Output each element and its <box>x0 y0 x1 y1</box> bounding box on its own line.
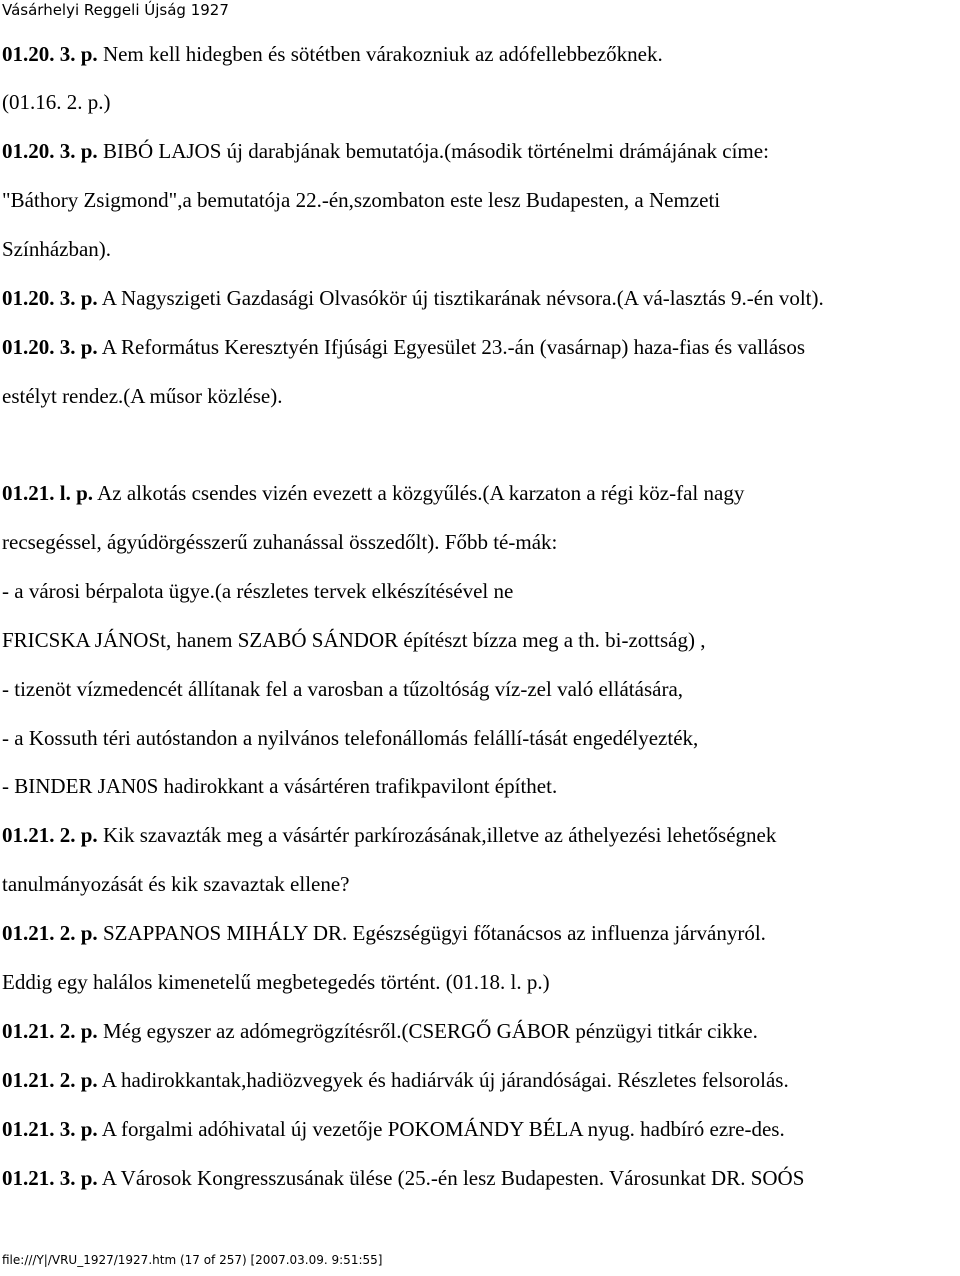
entry-date: 01.21. 3. p. <box>2 1117 98 1141</box>
entry-text: - a városi bérpalota ügye.(a részletes tervek elkészítésével ne <box>2 579 514 603</box>
entry-text: SZAPPANOS MIHÁLY DR. Egészségügyi főtanácsos az influenza járványról. <box>97 921 766 945</box>
page-header-title: Vásárhelyi Reggeli Újság 1927 <box>2 1 229 19</box>
entry-text: (01.16. 2. p.) <box>2 90 111 114</box>
entry-line <box>2 725 698 751</box>
entry-text: tanulmányozását és kik szavaztak ellene? <box>2 872 350 896</box>
entry-text: - BINDER JAN0S hadirokkant a vásártéren trafikpavilont építhet. <box>2 774 558 798</box>
entry-text: Nem kell hidegben és sötétben várakozniuk az adófellebbezőknek. <box>97 42 663 66</box>
entry-line <box>2 236 111 262</box>
entry-text: A forgalmi adóhivatal új vezetője POKOMÁNDY BÉLA nyug. hadbíró ezre-des. <box>97 1117 785 1141</box>
entry-date: 01.21. 3. p. <box>2 1166 98 1190</box>
entry-line <box>2 969 550 995</box>
entry-line <box>2 529 557 555</box>
entry-line <box>2 1116 785 1142</box>
entry-text: FRICSKA JÁNOSt, hanem SZABÓ SÁNDOR építészt bízza meg a th. bi-zottság) , <box>2 628 706 652</box>
entry-text: Eddig egy halálos kimenetelű megbetegedés történt. (01.18. l. p.) <box>2 970 550 994</box>
entry-text: - tizenöt vízmedencét állítanak fel a varosban a tűzoltóság víz-zel való ellátására, <box>2 677 684 701</box>
entry-line <box>2 334 805 360</box>
entry-line <box>2 920 766 946</box>
entry-text: recsegéssel, ágyúdörgésszerű zuhanással összedőlt). Főbb té-mák: <box>2 530 558 554</box>
entry-date: 01.20. 3. p. <box>2 139 98 163</box>
entry-line <box>2 1165 804 1191</box>
entry-text: A Városok Kongresszusának ülése (25.-én lesz Budapesten. Városunkat DR. SOÓS <box>97 1166 805 1190</box>
entry-line <box>2 89 111 115</box>
entry-date: 01.21. l. p. <box>2 481 94 505</box>
entry-line <box>2 676 683 702</box>
entry-text: A hadirokkantak,hadiözvegyek és hadiárvák új járandóságai. Részletes felsorolás. <box>97 1068 789 1092</box>
entry-text: Az alkotás csendes vizén evezett a közgyűlés.(A karzaton a régi köz-fal nagy <box>93 481 745 505</box>
entry-text: Színházban). <box>2 237 112 261</box>
entry-text: BIBÓ LAJOS új darabjának bemutatója.(második történelmi drámájának címe: <box>97 139 769 163</box>
entry-line <box>2 1067 789 1093</box>
entry-date: 01.21. 2. p. <box>2 823 98 847</box>
entry-line <box>2 383 283 409</box>
entry-date: 01.21. 2. p. <box>2 1068 98 1092</box>
entry-date: 01.20. 3. p. <box>2 335 98 359</box>
entry-date: 01.20. 3. p. <box>2 42 98 66</box>
entry-text: - a Kossuth téri autóstandon a nyilvános telefonállomás felállí-tását engedélyezték, <box>2 726 699 750</box>
entry-line <box>2 187 720 213</box>
entry-line <box>2 871 350 897</box>
entry-line <box>2 138 769 164</box>
entry-text: "Báthory Zsigmond",a bemutatója 22.-én,szombaton este lesz Budapesten, a Nemzeti <box>2 188 721 212</box>
entry-line <box>2 627 705 653</box>
entry-line <box>2 285 824 311</box>
entry-text: A Református Keresztyén Ifjúsági Egyesület 23.-án (vasárnap) haza-fias és vallásos <box>97 335 806 359</box>
entry-line <box>2 578 513 604</box>
entry-date: 01.20. 3. p. <box>2 286 98 310</box>
entry-text: A Nagyszigeti Gazdasági Olvasókör új tisztikarának névsora.(A vá-lasztás 9.-én volt). <box>97 286 824 310</box>
entry-date: 01.21. 2. p. <box>2 1019 98 1043</box>
entry-line <box>2 773 557 799</box>
entry-line <box>2 822 776 848</box>
entry-date: 01.21. 2. p. <box>2 921 98 945</box>
entry-line <box>2 41 663 67</box>
entry-line <box>2 1018 758 1044</box>
entry-text: Kik szavazták meg a vásártér parkírozásának,illetve az áthelyezési lehetőségnek <box>97 823 777 847</box>
entry-text: Még egyszer az adómegrögzítésről.(CSERGŐ GÁBOR pénzügyi titkár cikke. <box>97 1019 758 1043</box>
entry-line <box>2 480 744 506</box>
entry-text: estélyt rendez.(A műsor közlése). <box>2 384 283 408</box>
page-footer-path: file:///Y|/VRU_1927/1927.htm (17 of 257) [2007.03.09. 9:51:55] <box>2 1253 383 1267</box>
